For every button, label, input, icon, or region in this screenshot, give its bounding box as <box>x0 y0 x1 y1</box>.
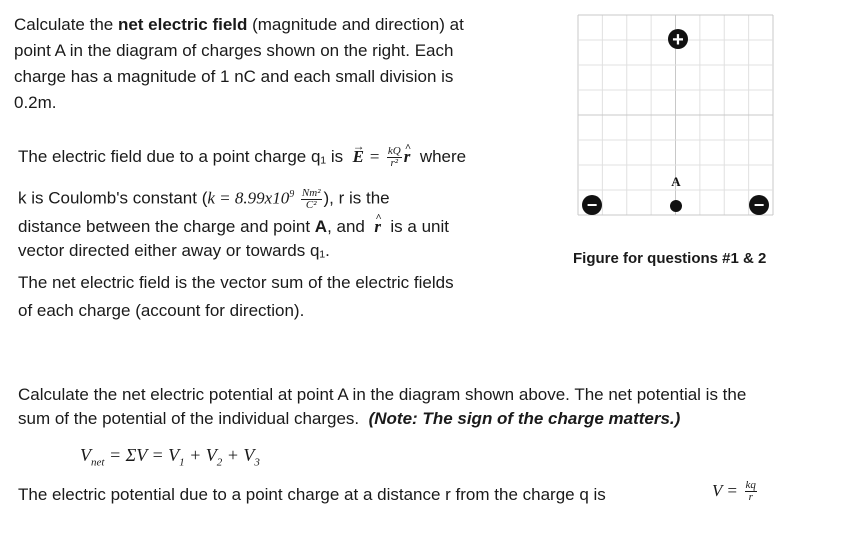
e-vector-symbol: → E <box>353 147 364 166</box>
q2-line2-pre: sum of the potential of the individual charges. <box>18 409 360 428</box>
units-denominator: C² <box>305 198 317 211</box>
plus-v2: + V <box>184 445 217 465</box>
q1-line1 <box>14 14 464 36</box>
field-line5: The net electric field is the vector sum of the electric fields <box>18 273 454 292</box>
v1-sub: 1 <box>179 456 185 469</box>
q2-line1: Calculate the net electric potential at point A in the diagram shown above. The net potential is the <box>18 385 747 404</box>
field-line4: vector directed either away or towards q₁. <box>18 241 330 260</box>
potential-numerator: kq <box>745 479 756 492</box>
field-where: where <box>419 147 467 166</box>
v3-sub: 3 <box>254 456 260 469</box>
q2-line2 <box>18 408 680 430</box>
q1-line3: charge has a magnitude of 1 nC and each small division is <box>14 67 454 86</box>
q1-line2: point A in the diagram of charges shown on the right. Each <box>14 41 454 60</box>
fraction-denominator: r² <box>390 157 399 170</box>
equals-sign: = <box>368 147 381 166</box>
field-line3 <box>18 216 449 238</box>
field-line3-bold: A <box>314 217 328 236</box>
positive-charge <box>668 29 688 51</box>
field-line3-mid: , and <box>327 217 365 236</box>
coulomb-fraction <box>387 146 402 169</box>
field-line3-post: is a unit <box>390 217 449 236</box>
units-numerator: Nm² <box>301 186 321 199</box>
field-line6: of each charge (account for direction). <box>18 301 305 320</box>
field-line2-post: ), r is the <box>323 188 390 208</box>
potential-denominator: r <box>748 491 753 504</box>
r-hat-symbol: ^ r <box>404 147 411 166</box>
potential-formula <box>712 480 759 503</box>
r-hat-symbol-2: ^ r <box>374 217 381 236</box>
charge-diagram <box>568 10 798 235</box>
units-fraction <box>301 188 322 211</box>
q1-line4: 0.2m. <box>14 93 57 112</box>
field-line3-pre: distance between the charge and point <box>18 217 315 236</box>
potential-fraction <box>745 480 757 503</box>
fraction-numerator: kQ <box>387 145 401 158</box>
negative-charge-right <box>749 195 769 215</box>
point-a-dot <box>670 200 682 212</box>
negative-charge-left-sign: − <box>586 195 598 215</box>
potential-line: The electric potential due to a point charge at a distance r from the charge q is <box>18 485 606 504</box>
field-line2 <box>18 184 390 211</box>
q1-line1-bold: net electric field <box>117 15 248 34</box>
q2-note: (Note: The sign of the charge matters.) <box>368 409 681 428</box>
vnet-v: V <box>80 445 91 465</box>
v2-sub: 2 <box>216 456 223 469</box>
vnet-rest: = ΣV = V <box>104 445 180 465</box>
positive-charge-sign: + <box>672 29 684 51</box>
field-line2-pre: k is Coulomb's constant ( <box>18 188 208 208</box>
negative-charge-right-sign: − <box>753 195 765 215</box>
negative-charge-left <box>582 195 602 215</box>
point-a-label: A <box>671 174 681 189</box>
q1-line1-post: (magnitude and direction) at <box>247 15 464 34</box>
k-expression: k = 8.99x10 <box>207 188 290 208</box>
field-line1-pre: The electric field due to a point charge q₁ is <box>18 147 344 166</box>
plus-v3: + V <box>222 445 255 465</box>
q1-line1-pre: Calculate the <box>14 15 118 34</box>
field-line1 <box>18 146 466 169</box>
potential-v-eq: V = <box>712 481 738 500</box>
vnet-equation <box>80 444 260 474</box>
k-exponent: 9 <box>289 189 295 200</box>
figure-caption: Figure for questions #1 & 2 <box>573 250 767 267</box>
vnet-sub: net <box>91 456 105 469</box>
